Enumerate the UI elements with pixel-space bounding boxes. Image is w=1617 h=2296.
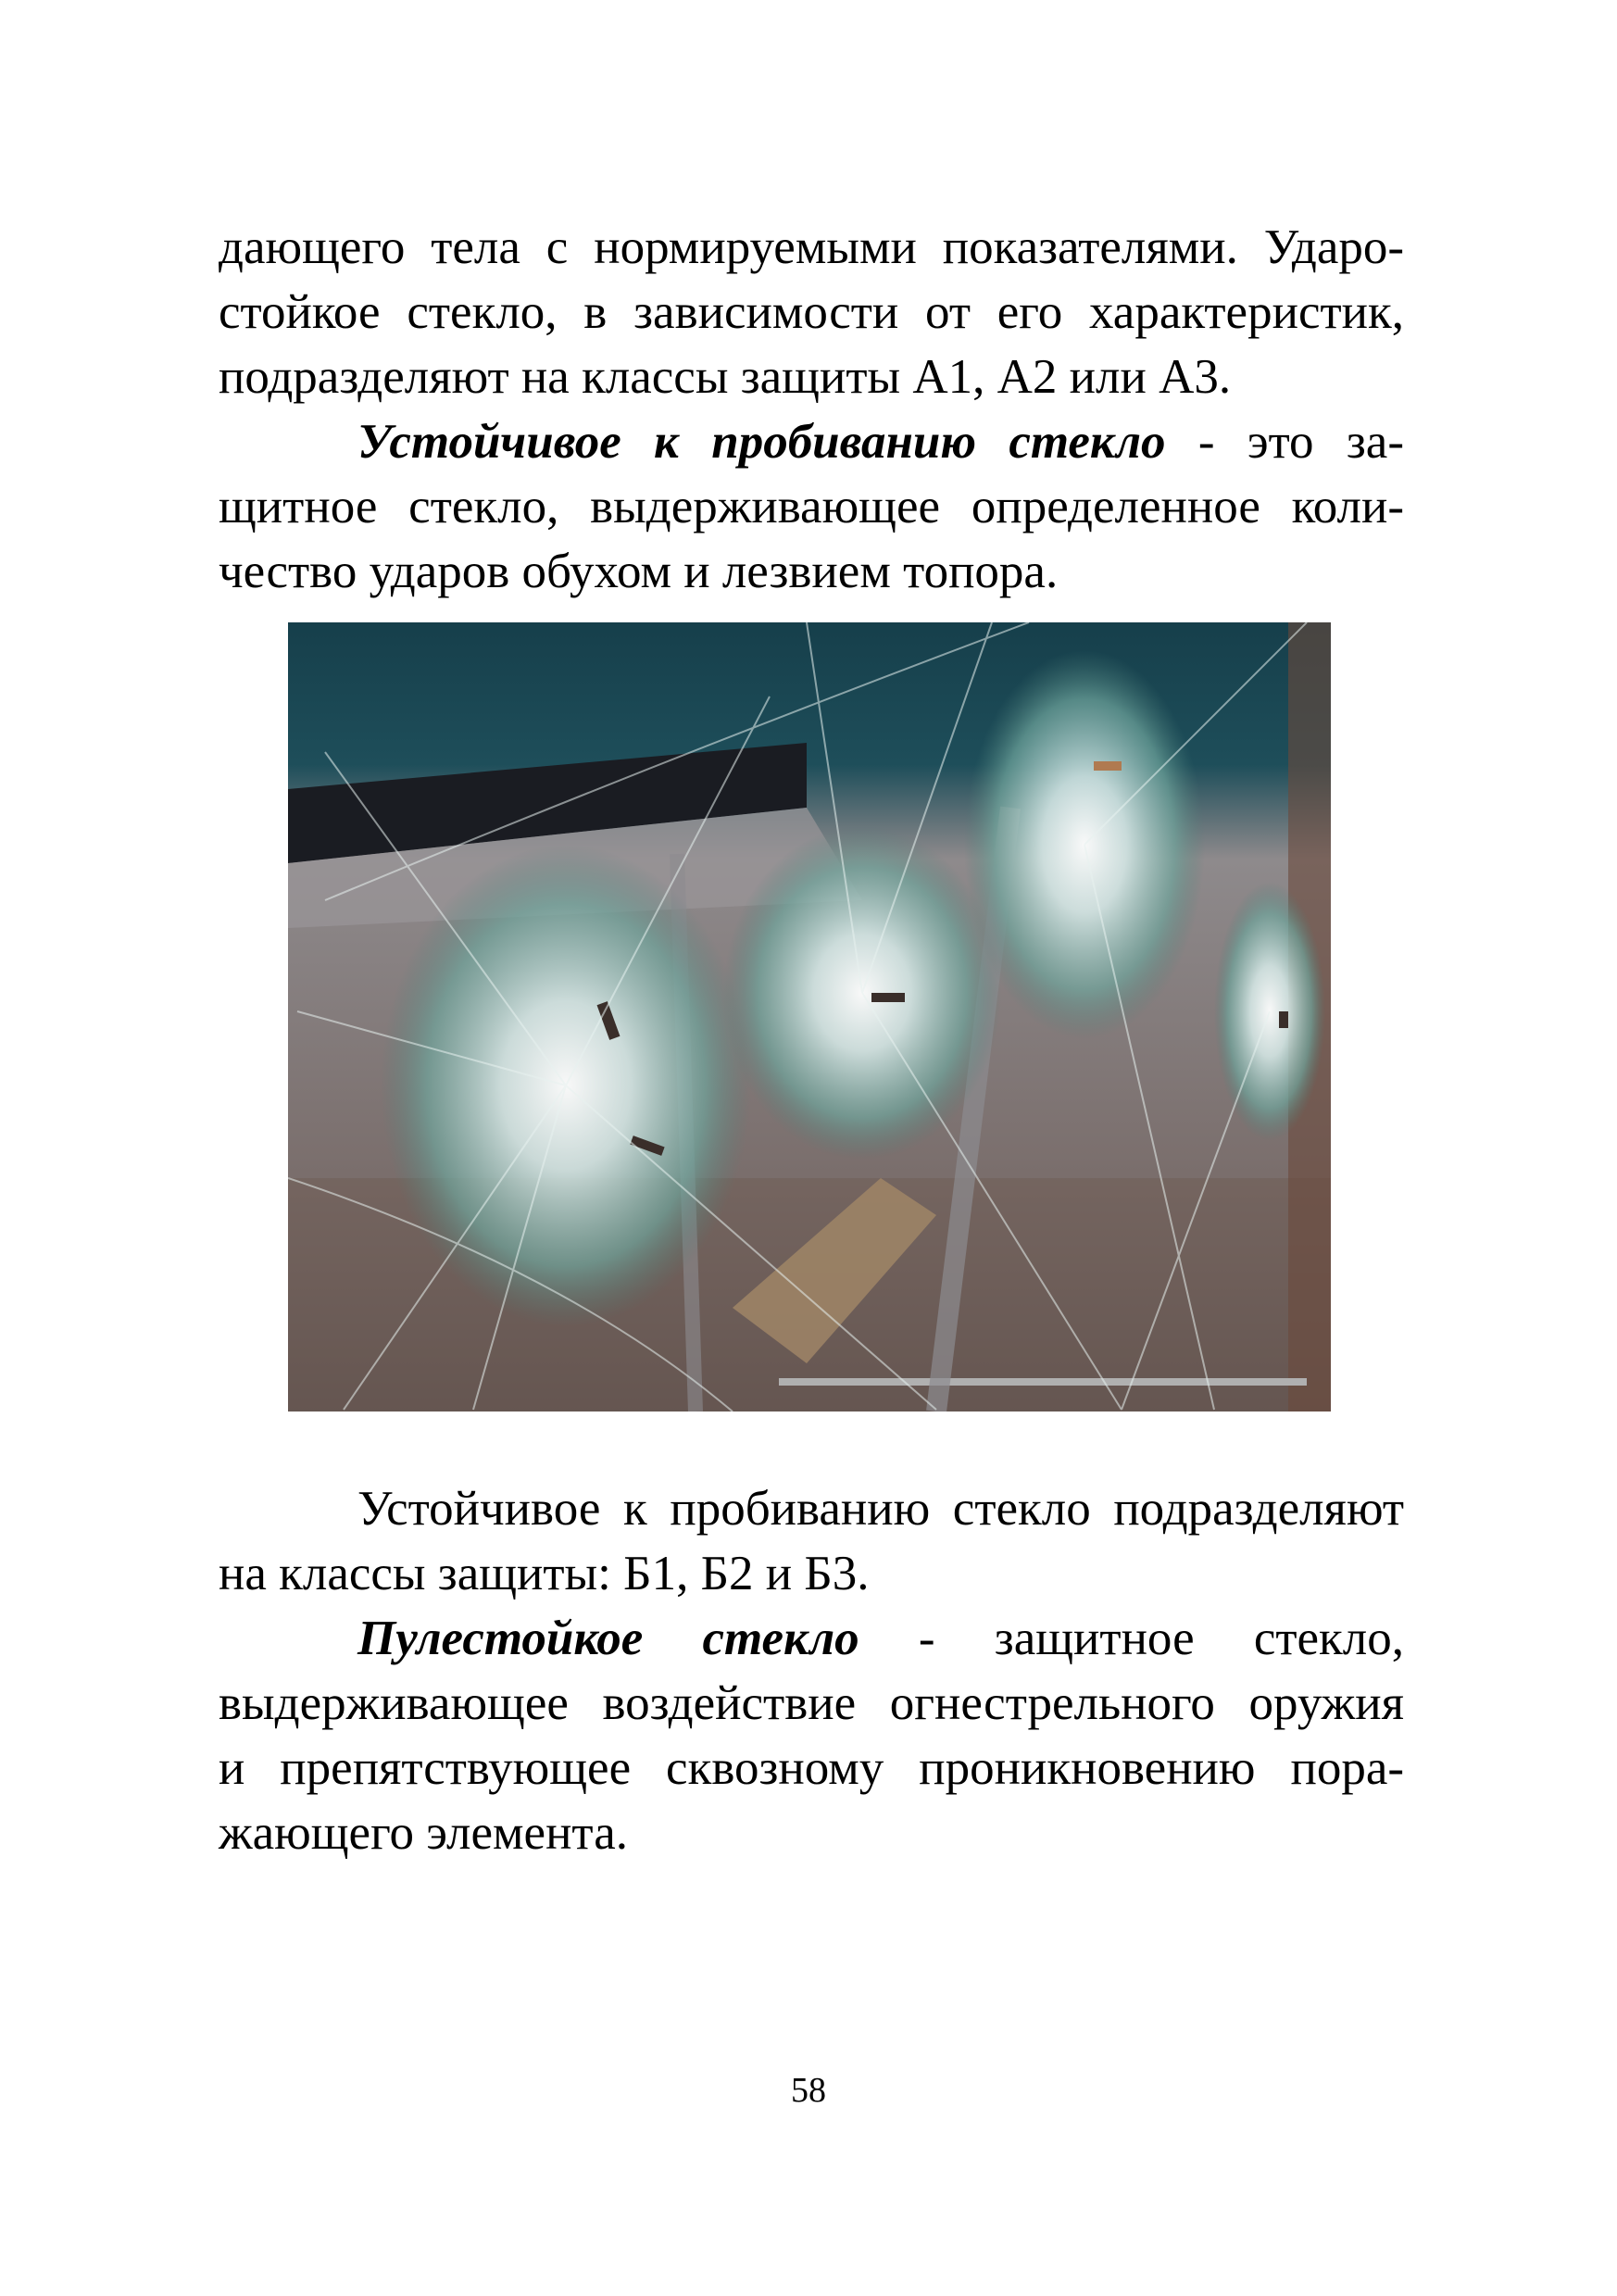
body-text-line: стойкое стекло, в зависимости от его характеристик, [219, 285, 1404, 339]
body-text-line: подразделяют на классы защиты А1, А2 или А3. [219, 350, 1232, 404]
definition-text: - это за- [1165, 415, 1404, 469]
body-text-line: Устойчивое к пробиванию стекло подразделяют [357, 1482, 1404, 1536]
defined-term: Пулестойкое стекло [357, 1612, 859, 1665]
page-number: 58 [791, 2071, 826, 2110]
definition-text: - защитное стекло, [859, 1612, 1404, 1665]
body-text-line: на классы защиты: Б1, Б2 и Б3. [219, 1547, 870, 1600]
body-text-line: щитное стекло, выдерживающее определенное коли- [219, 480, 1404, 533]
body-text-line: чество ударов обухом и лезвием топора. [219, 545, 1059, 598]
body-text-line: дающего тела с нормируемыми показателями. Ударо- [219, 220, 1404, 274]
body-text-line: жающего элемента. [219, 1806, 629, 1860]
bullet-resistant-glass-photo [288, 622, 1331, 1411]
definition-line [357, 1606, 1404, 1671]
defined-term: Устойчивое к пробиванию стекло [357, 415, 1166, 469]
body-text-line: выдерживающее воздействие огнестрельного оружия [219, 1676, 1404, 1730]
body-text-line: и препятствующее сквозному проникновению пора- [219, 1741, 1404, 1795]
definition-line [357, 409, 1404, 474]
